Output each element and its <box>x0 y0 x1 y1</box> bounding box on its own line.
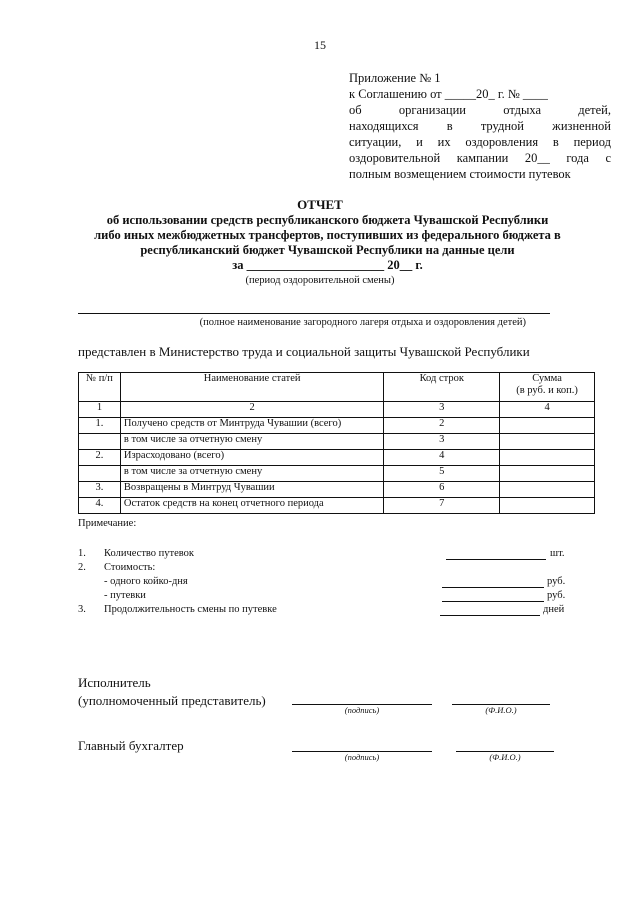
header-sum <box>500 373 595 402</box>
row-sum-cell[interactable] <box>500 498 595 514</box>
numbering-cell: 4 <box>500 402 595 418</box>
subtitle-line: об использовании средств республиканского бюджета Чувашской Республики <box>106 213 549 227</box>
period-line: за ______________________ 20__ г. <box>232 258 423 272</box>
row-num <box>79 434 121 450</box>
row-num: 2. <box>79 450 121 466</box>
header-name: Наименование статей <box>120 373 383 402</box>
row-name: Получено средств от Минтруда Чувашии (всего) <box>120 418 383 434</box>
appendix-block <box>349 70 611 182</box>
note-unit: дней <box>543 604 565 615</box>
note-label: Количество путевок <box>104 548 195 559</box>
appendix-line: находящихся в трудной жизненной <box>349 119 611 133</box>
row-name: в том числе за отчетную смену <box>120 434 383 450</box>
row-code: 5 <box>384 466 500 482</box>
row-sum-cell[interactable] <box>500 482 595 498</box>
appendix-line: оздоровительной кампании 20__ года с <box>349 151 611 165</box>
appendix-line: об организации отдыха детей, <box>349 103 611 117</box>
row-code: 3 <box>384 434 500 450</box>
table-header-row <box>79 373 595 402</box>
page-number: 15 <box>314 38 326 52</box>
note-unit: руб. <box>547 590 566 601</box>
header-code: Код строк <box>384 373 500 402</box>
camp-name-field[interactable] <box>78 313 550 314</box>
row-code: 6 <box>384 482 500 498</box>
row-code: 2 <box>384 418 500 434</box>
header-num: № п/п <box>79 373 121 402</box>
row-name: Израсходовано (всего) <box>120 450 383 466</box>
numbering-cell: 3 <box>384 402 500 418</box>
note-item <box>78 562 578 577</box>
presented-to: представлен в Министерство труда и социальной защиты Чувашской Республики <box>78 344 530 359</box>
table-row <box>79 466 595 482</box>
executor-label <box>78 675 266 709</box>
header-sum-line1: Сумма <box>532 373 562 384</box>
name-hint: (Ф.И.О.) <box>489 752 521 762</box>
note-item <box>78 576 578 591</box>
camp-name-hint <box>78 317 550 328</box>
row-sum-cell[interactable] <box>500 418 595 434</box>
appendix-line: полным возмещением стоимости путевок <box>349 167 571 181</box>
note-num: 1. <box>78 548 86 559</box>
executor-line2: (уполномоченный представитель) <box>78 693 266 708</box>
row-sum-cell[interactable] <box>500 466 595 482</box>
note-blank-field[interactable] <box>442 576 544 588</box>
numbering-cell: 1 <box>79 402 121 418</box>
header-sum-line2: (в руб. и коп.) <box>516 385 578 396</box>
note-item <box>78 590 578 605</box>
row-num: 4. <box>79 498 121 514</box>
name-hint: (Ф.И.О.) <box>485 705 517 715</box>
signature-hint: (подпись) <box>344 752 380 762</box>
note-label: Продолжительность смены по путевке <box>104 604 277 615</box>
row-name: Остаток средств на конец отчетного периода <box>120 498 383 514</box>
row-num: 1. <box>79 418 121 434</box>
report-subtitle <box>60 213 595 273</box>
note-blank-field[interactable] <box>446 548 546 560</box>
table-row <box>79 498 595 514</box>
note-unit: шт. <box>550 548 565 559</box>
note-num: 2. <box>78 562 86 573</box>
report-title: ОТЧЕТ <box>297 197 343 212</box>
note-num: 3. <box>78 604 86 615</box>
report-table <box>78 372 595 514</box>
table-row <box>79 450 595 466</box>
table-row <box>79 418 595 434</box>
table-row <box>79 434 595 450</box>
note-item <box>78 548 578 563</box>
row-code: 7 <box>384 498 500 514</box>
camp-hint-text: (полное наименование загородного лагеря отдыха и оздоровления детей) <box>199 317 526 328</box>
numbering-cell: 2 <box>120 402 383 418</box>
subtitle-line: республиканский бюджет Чувашской Республики на данные цели <box>140 243 515 257</box>
appendix-line: ситуации, и их оздоровления в период <box>349 135 611 149</box>
row-code: 4 <box>384 450 500 466</box>
note-item <box>78 604 578 619</box>
row-sum-cell[interactable] <box>500 434 595 450</box>
subtitle-line: либо иных межбюджетных трансфертов, поступивших из федерального бюджета в <box>94 228 561 242</box>
executor-line1: Исполнитель <box>78 675 151 690</box>
row-name: в том числе за отчетную смену <box>120 466 383 482</box>
table-numbering-row <box>79 402 595 418</box>
accountant-label: Главный бухгалтер <box>78 738 184 753</box>
appendix-title: Приложение № 1 <box>349 71 441 85</box>
row-name: Возвращены в Минтруд Чувашии <box>120 482 383 498</box>
notes-title: Примечание: <box>78 518 137 529</box>
note-label: Стоимость: <box>104 562 156 573</box>
note-label: - одного койко-дня <box>104 576 188 587</box>
note-label: - путевки <box>104 590 146 601</box>
period-hint: (период оздоровительной смены) <box>245 275 395 286</box>
signature-hint: (подпись) <box>344 705 380 715</box>
note-unit: руб. <box>547 576 566 587</box>
row-sum-cell[interactable] <box>500 450 595 466</box>
row-num: 3. <box>79 482 121 498</box>
note-blank-field[interactable] <box>442 590 544 602</box>
table-row <box>79 482 595 498</box>
note-blank-field[interactable] <box>440 604 540 616</box>
row-num <box>79 466 121 482</box>
appendix-agreement: к Соглашению от _____20_ г. № ____ <box>349 87 548 101</box>
